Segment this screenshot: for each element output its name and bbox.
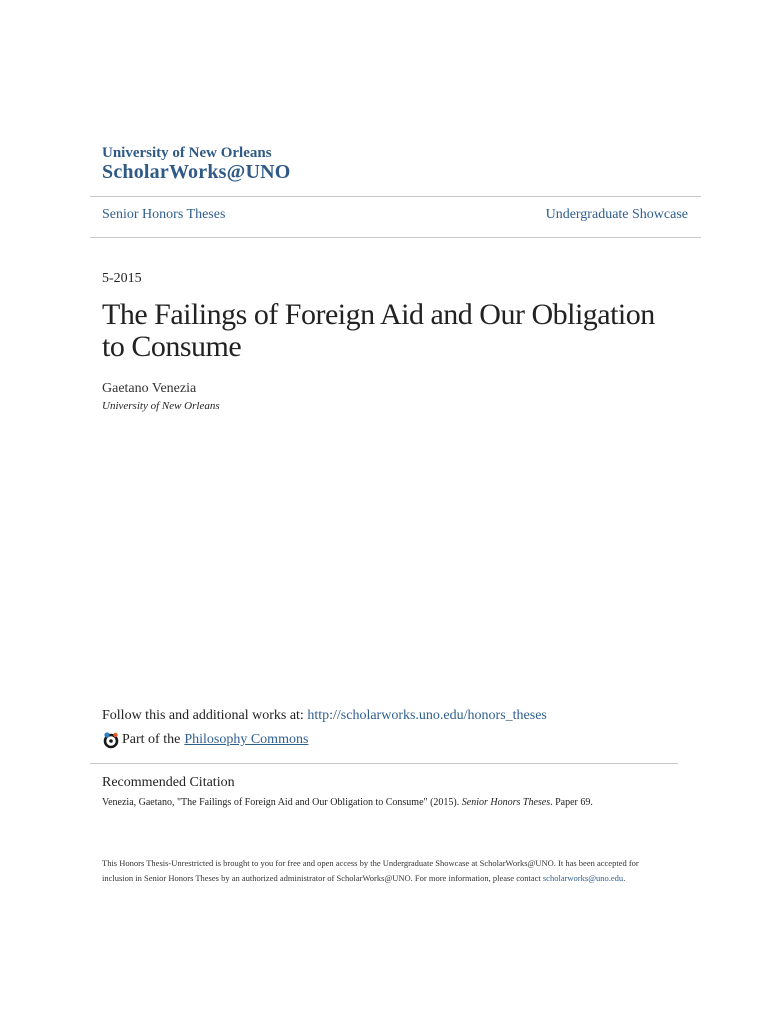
follow-label: Follow this and additional works at: xyxy=(102,708,304,723)
philosophy-commons-link[interactable]: Philosophy Commons xyxy=(184,732,309,747)
senior-honors-theses-link[interactable]: Senior Honors Theses xyxy=(102,207,226,222)
top-divider xyxy=(90,196,701,197)
honors-theses-url-link[interactable]: http://scholarworks.uno.edu/honors_theses xyxy=(307,708,547,723)
undergraduate-showcase-link[interactable]: Undergraduate Showcase xyxy=(545,207,688,222)
citation-suffix: . Paper 69. xyxy=(550,797,593,808)
author-name: Gaetano Venezia xyxy=(102,381,197,396)
author-affiliation: University of New Orleans xyxy=(102,400,220,412)
footer-end: . xyxy=(623,873,626,883)
nav-divider xyxy=(90,237,701,238)
publication-date: 5-2015 xyxy=(102,271,142,286)
citation-divider xyxy=(90,763,678,764)
citation-series: Senior Honors Theses xyxy=(461,797,551,808)
institution-name: University of New Orleans xyxy=(102,145,272,161)
contact-email-link[interactable]: scholarworks@uno.edu xyxy=(542,873,624,883)
footer-notice xyxy=(102,856,662,886)
follow-line xyxy=(102,708,547,724)
article-title: The Failings of Foreign Aid and Our Obligation to Consume xyxy=(102,298,655,363)
recommended-citation-heading: Recommended Citation xyxy=(102,775,235,790)
part-of-label: Part of the xyxy=(122,732,181,747)
part-of-line xyxy=(102,731,308,749)
footer-text: This Honors Thesis-Unrestricted is brought to you for free and open access by the Undergraduate Showcase at ScholarWorks@UNO. It has been accepted for inclusion in Senior Honors Theses by an authorized administrator of ScholarWorks@UNO. For more information, please contact xyxy=(102,858,639,883)
citation-text xyxy=(102,797,593,808)
citation-prefix: Venezia, Gaetano, "The Failings of Foreign Aid and Our Obligation to Consume" (2015). xyxy=(102,797,460,808)
commons-network-icon xyxy=(102,731,120,749)
repository-name[interactable]: ScholarWorks@UNO xyxy=(102,161,291,183)
